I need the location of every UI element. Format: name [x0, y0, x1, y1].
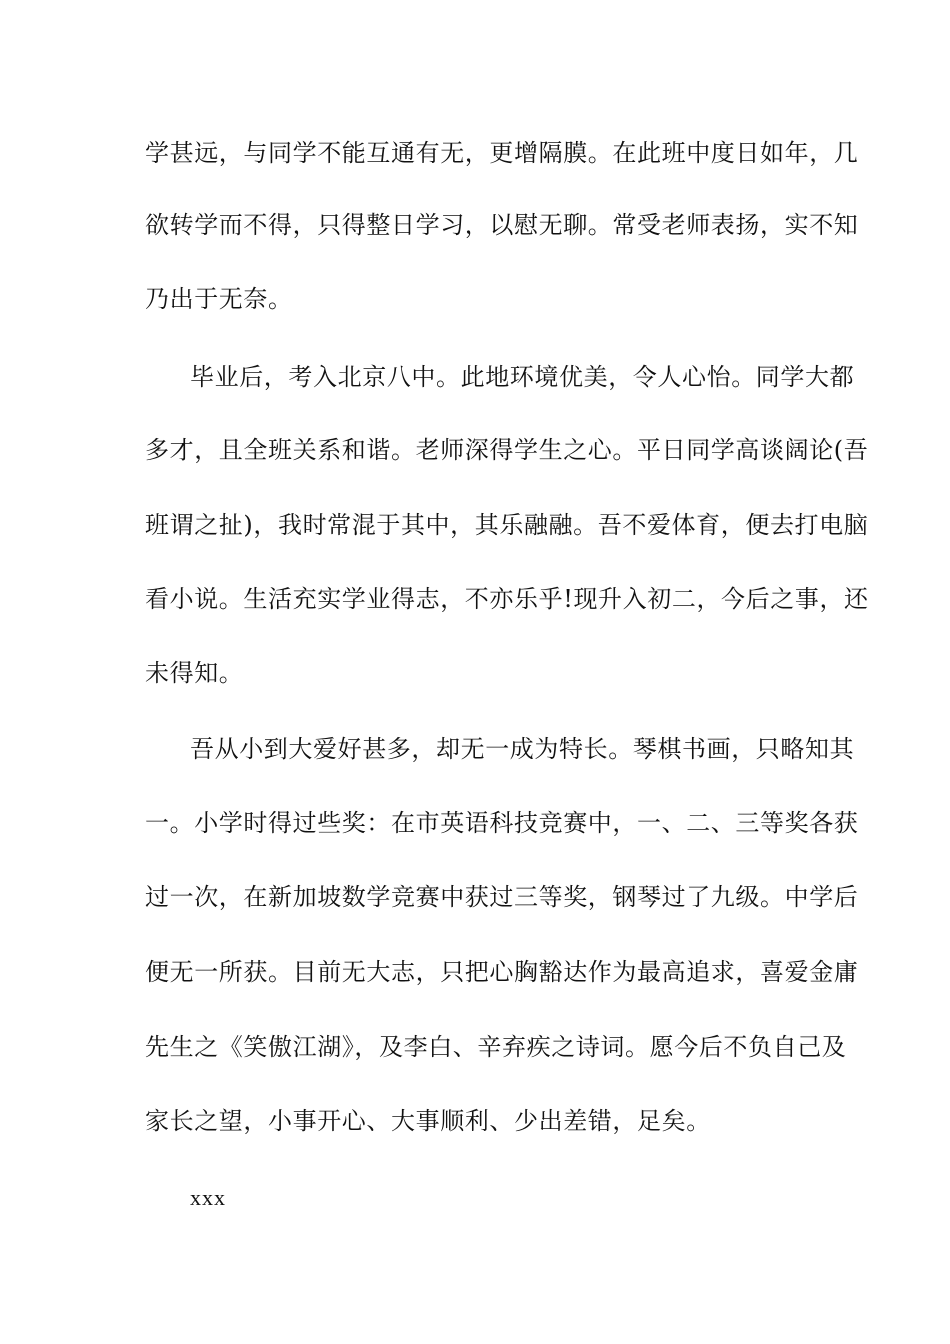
paragraph-3-line-6: 家长之望，小事开心、大事顺利、少出差错，足矣。 — [145, 1107, 711, 1135]
paragraph-1-line-1: 学甚远，与同学不能互通有无，更增隔膜。在此班中度日如年，几 — [145, 139, 859, 167]
paragraph-2-line-1: 毕业后，考入北京八中。此地环境优美，令人心怡。同学大都 — [190, 363, 855, 391]
paragraph-2-line-5: 未得知。 — [145, 659, 244, 687]
paragraph-3-line-5: 先生之《笑傲江湖》，及李白、辛弃疾之诗词。愿今后不负自己及 — [145, 1033, 847, 1061]
paragraph-2-line-3: 班谓之扯)，我时常混于其中，其乐融融。吾不爱体育，便去打电脑 — [145, 511, 869, 539]
paragraph-1-line-3: 乃出于无奈。 — [145, 285, 293, 313]
paragraph-2-line-2: 多才，且全班关系和谐。老师深得学生之心。平日同学高谈阔论(吾 — [145, 436, 869, 464]
paragraph-3-line-4: 便无一所获。目前无大志，只把心胸豁达作为最高追求，喜爱金庸 — [145, 958, 859, 986]
paragraph-3-line-2: 一。小学时得过些奖：在市英语科技竞赛中，一、二、三等奖各获 — [145, 809, 859, 837]
paragraph-2-line-4: 看小说。生活充实学业得志，不亦乐乎!现升入初二，今后之事，还 — [145, 585, 869, 613]
paragraph-3-line-3: 过一次，在新加坡数学竞赛中获过三等奖，钢琴过了九级。中学后 — [145, 883, 859, 911]
paragraph-3-line-1: 吾从小到大爱好甚多，却无一成为特长。琴棋书画，只略知其 — [190, 735, 855, 763]
paragraph-1-line-2: 欲转学而不得，只得整日学习，以慰无聊。常受老师表扬，实不知 — [145, 211, 859, 239]
signature: xxx — [190, 1185, 226, 1210]
